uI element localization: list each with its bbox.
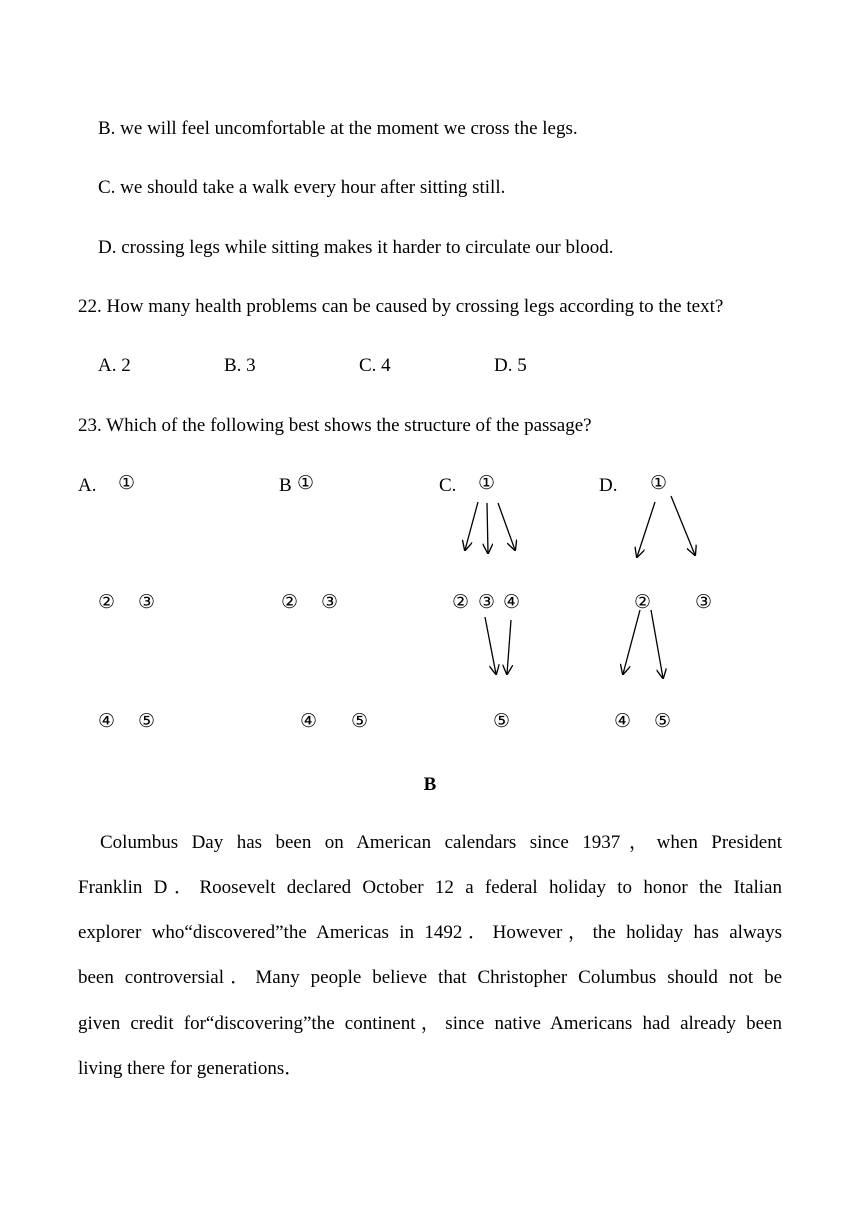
passage-line: Columbus Day has been on American calendars since 1937，when President: [100, 832, 782, 853]
diagram-a-node-4: ④: [98, 711, 116, 732]
diagram-d-node-2: ②: [634, 592, 652, 613]
q22-choice-a: A. 2: [98, 355, 131, 376]
arrow-c-1-3: [487, 503, 488, 553]
arrow-c-1-2: [465, 502, 478, 550]
diagram-a-node-1: ①: [118, 473, 136, 494]
diagram-c-node-1: ①: [478, 473, 496, 494]
diagram-c-node-2: ②: [452, 592, 470, 613]
arrow-d-1-2: [637, 502, 655, 557]
passage-line: given credit for“discovering”the continent，since native Americans had already been: [78, 1013, 782, 1034]
question-23: 23. Which of the following best shows the structure of the passage?: [78, 415, 592, 436]
passage-line: Franklin D．Roosevelt declared October 12 a federal holiday to honor the Italian: [78, 877, 782, 898]
q23-label-b: B: [279, 475, 292, 496]
q23-label-a: A.: [78, 475, 97, 496]
q22-choice-c: C. 4: [359, 355, 391, 376]
diagram-d-node-4: ④: [614, 711, 632, 732]
arrow-c-4-5: [507, 620, 511, 674]
passage-line: explorer who“discovered”the Americas in 1492．However，the holiday has always: [78, 922, 782, 943]
arrow-d-1-3: [671, 496, 695, 555]
option-d: D. crossing legs while sitting makes it harder to circulate our blood.: [98, 237, 614, 258]
passage-line: been controversial．Many people believe that Christopher Columbus should not be: [78, 967, 782, 988]
diagram-d-node-1: ①: [650, 473, 668, 494]
diagram-a-node-3: ③: [138, 592, 156, 613]
diagram-b-node-3: ③: [321, 592, 339, 613]
arrow-d-2-5: [651, 610, 663, 678]
option-c: C. we should take a walk every hour after sitting still.: [98, 177, 506, 198]
diagram-b-node-2: ②: [281, 592, 299, 613]
section-title: B: [423, 774, 437, 795]
q23-label-c: C.: [439, 475, 457, 496]
diagram-d-node-3: ③: [695, 592, 713, 613]
q22-choice-b: B. 3: [224, 355, 256, 376]
diagram-b-node-1: ①: [297, 473, 315, 494]
option-b: B. we will feel uncomfortable at the moment we cross the legs.: [98, 118, 578, 139]
diagram-d-node-5: ⑤: [654, 711, 672, 732]
diagram-c-node-4: ④: [503, 592, 521, 613]
q22-choice-d: D. 5: [494, 355, 527, 376]
question-22: 22. How many health problems can be caused by crossing legs according to the text?: [78, 296, 724, 317]
arrow-c-3-5: [485, 617, 496, 674]
diagram-a-node-2: ②: [98, 592, 116, 613]
diagram-b-node-5: ⑤: [351, 711, 369, 732]
q23-label-d: D.: [599, 475, 618, 496]
passage-line: living there for generations．: [78, 1058, 304, 1079]
arrow-d-2-4: [623, 610, 640, 674]
diagram-a-node-5: ⑤: [138, 711, 156, 732]
diagram-c-node-5: ⑤: [493, 711, 511, 732]
diagram-c-node-3: ③: [478, 592, 496, 613]
diagram-b-node-4: ④: [300, 711, 318, 732]
arrow-c-1-4: [498, 503, 515, 550]
